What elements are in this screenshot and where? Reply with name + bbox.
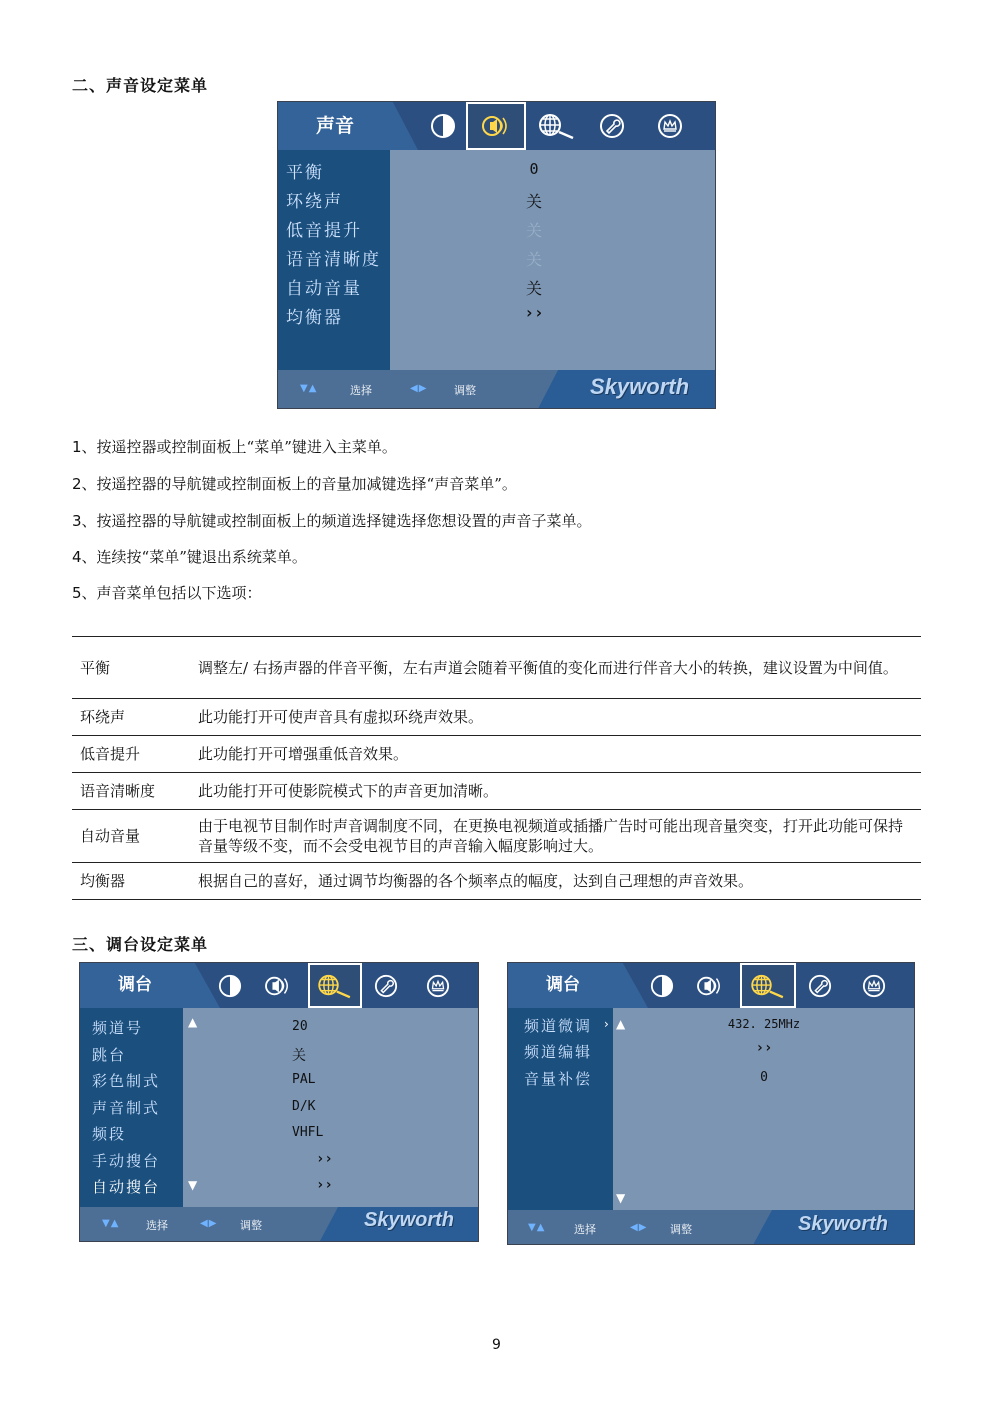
menu-item-surround[interactable]: 环绕声 [286,192,343,212]
option-name: 环绕声 [80,708,126,726]
skip-value: 关 [292,1048,306,1064]
step-number: 4 [72,548,82,566]
option-name: 自动音量 [80,827,141,845]
option-desc: 由于电视节目制作时声音调制度不同，在更换电视频道或插播广告时可能出现音量突变，打开此功能可保持音量等级不变，而不会受电视节目的声音输入幅度影响过大。 [198,817,904,855]
channel-number-value: 20 [292,1019,308,1034]
menu-title: 调台 [546,975,580,995]
menu-bottombar [80,1207,478,1241]
scroll-up-icon[interactable]: ▲ [188,1015,198,1029]
step-number: 5 [72,584,82,602]
scroll-down-icon[interactable]: ▼ [188,1178,198,1192]
step-text: 、按遥控器或控制面板上“菜单”键进入主菜单。 [81,438,397,456]
table-row [72,863,921,900]
step-4 [72,546,307,567]
crown-icon[interactable] [650,102,690,150]
menu-topbar [508,963,914,1008]
surround-value: 关 [525,192,542,211]
menu-item-equalizer[interactable]: 均衡器 [286,308,343,328]
hint-adjust: 调整 [670,1223,692,1236]
up-down-arrows-icon: ▼▲ [102,1218,120,1229]
menu-item-voice-clarity[interactable]: 语音清晰度 [286,250,381,270]
menu-sidebar [508,1008,613,1211]
step-text: 、声音菜单包括以下选项： [81,584,262,602]
step-1 [72,436,397,457]
menu-item-auto-volume[interactable]: 自动音量 [286,279,362,299]
fine-tune-value: 432. 25MHz [727,1017,801,1031]
menu-item-skip[interactable]: 跳台 [92,1046,127,1064]
menu-bottombar [508,1210,914,1244]
menu-item-sound-system[interactable]: 声音制式 [92,1099,161,1117]
sound-system-value: D/K [292,1099,316,1114]
menu-item-channel-edit[interactable]: 频道编辑 [524,1043,593,1061]
globe-search-icon[interactable] [532,102,582,150]
menu-topbar [278,102,715,150]
equalizer-value: ›› [524,303,544,322]
globe-search-icon[interactable] [308,963,362,1008]
brand-logo: Skyworth [590,374,690,399]
step-text: 、按遥控器的导航键或控制面板上的音量加减键选择“声音菜单”。 [81,475,517,493]
contrast-icon[interactable] [424,102,462,150]
menu-item-manual-search[interactable]: 手动搜台 [92,1152,161,1170]
hint-select: 选择 [146,1219,168,1232]
wrench-icon[interactable] [802,963,838,1008]
table-row [72,736,921,773]
crown-icon[interactable] [856,963,892,1008]
option-name: 低音提升 [80,745,141,763]
sound-icon[interactable] [466,102,526,150]
sound-icon[interactable] [258,963,298,1008]
up-down-arrows-icon: ▼▲ [300,383,318,394]
option-desc: 根据自己的喜好，通过调节均衡器的各个频率点的幅度，达到自己理想的声音效果。 [198,872,754,890]
option-name: 平衡 [80,658,111,677]
voice-clarity-value: 关 [525,250,542,269]
auto-volume-value: 关 [525,279,542,298]
menu-item-color-system[interactable]: 彩色制式 [92,1072,161,1090]
contrast-icon[interactable] [212,963,248,1008]
scroll-up-icon[interactable]: ▲ [616,1017,626,1031]
band-value: VHFL [292,1125,324,1140]
step-number: 2 [72,475,82,493]
option-desc: 此功能打开可使声音具有虚拟环绕声效果。 [198,708,484,726]
wrench-icon[interactable] [368,963,404,1008]
option-desc: 此功能打开可增强重低音效果。 [198,745,409,763]
menu-title: 调台 [118,975,152,995]
menu-item-balance[interactable]: 平衡 [286,163,324,183]
sound-icon[interactable] [690,963,730,1008]
left-right-arrows-icon: ◀▶ [630,1222,648,1233]
up-down-arrows-icon: ▼▲ [528,1222,546,1233]
brand-logo: Skyworth [364,1209,455,1231]
option-name: 均衡器 [80,872,126,890]
balance-value: 0 [529,160,539,178]
wrench-icon[interactable] [592,102,632,150]
section-heading-tuning: 三、调台设定菜单 [72,935,209,954]
channel-edit-value: ›› [755,1040,773,1056]
table-row [72,637,921,699]
page-number: 9 [492,1337,501,1353]
step-number: 3 [72,512,82,530]
table-row [72,810,921,863]
menu-item-band[interactable]: 频段 [92,1125,127,1143]
color-system-value: PAL [292,1072,316,1087]
menu-bottombar [278,370,715,408]
step-3 [72,510,592,531]
step-5 [72,582,262,603]
menu-item-channel-number[interactable]: 频道号 [92,1019,144,1037]
manual-search-value: ›› [316,1151,333,1167]
menu-topbar [80,963,478,1008]
sound-options-table [72,636,921,900]
chevron-right-icon: › [604,1017,609,1031]
step-number: 1 [72,438,82,456]
hint-select: 选择 [350,384,372,397]
menu-item-fine-tune[interactable]: 频道微调 [524,1017,593,1035]
menu-item-volume-compensation[interactable]: 音量补偿 [524,1070,593,1088]
step-text: 、按遥控器的导航键或控制面板上的频道选择键选择您想设置的声音子菜单。 [81,512,592,530]
menu-title: 声音 [315,115,354,137]
sound-menu-panel [277,101,716,409]
step-text: 、连续按“菜单”键退出系统菜单。 [81,548,307,566]
table-row [72,699,921,736]
menu-item-auto-search[interactable]: 自动搜台 [92,1178,161,1196]
left-right-arrows-icon: ◀▶ [200,1218,218,1229]
option-desc: 调整左/ 右扬声器的伴音平衡，左右声道会随着平衡值的变化而进行伴音大小的转换，建议设置为中间值。 [198,658,898,677]
globe-search-icon[interactable] [740,963,796,1008]
step-2 [72,473,517,494]
option-name: 语音清晰度 [80,782,156,800]
menu-item-bass-boost[interactable]: 低音提升 [286,221,362,241]
bass-boost-value: 关 [525,221,542,240]
hint-adjust: 调整 [240,1219,262,1232]
left-right-arrows-icon: ◀▶ [410,383,428,394]
volume-compensation-value: 0 [760,1070,768,1085]
auto-search-value: ›› [316,1177,333,1193]
hint-adjust: 调整 [454,384,476,397]
table-row [72,773,921,810]
crown-icon[interactable] [420,963,456,1008]
scroll-down-icon[interactable]: ▼ [616,1191,626,1205]
hint-select: 选择 [574,1223,596,1236]
brand-logo: Skyworth [798,1213,889,1235]
section-heading-sound: 二、声音设定菜单 [72,76,209,95]
tune-menu-panel-1 [79,962,479,1242]
contrast-icon[interactable] [644,963,680,1008]
tune-menu-panel-2 [507,962,915,1245]
option-desc: 此功能打开可使影院模式下的声音更加清晰。 [198,782,499,800]
